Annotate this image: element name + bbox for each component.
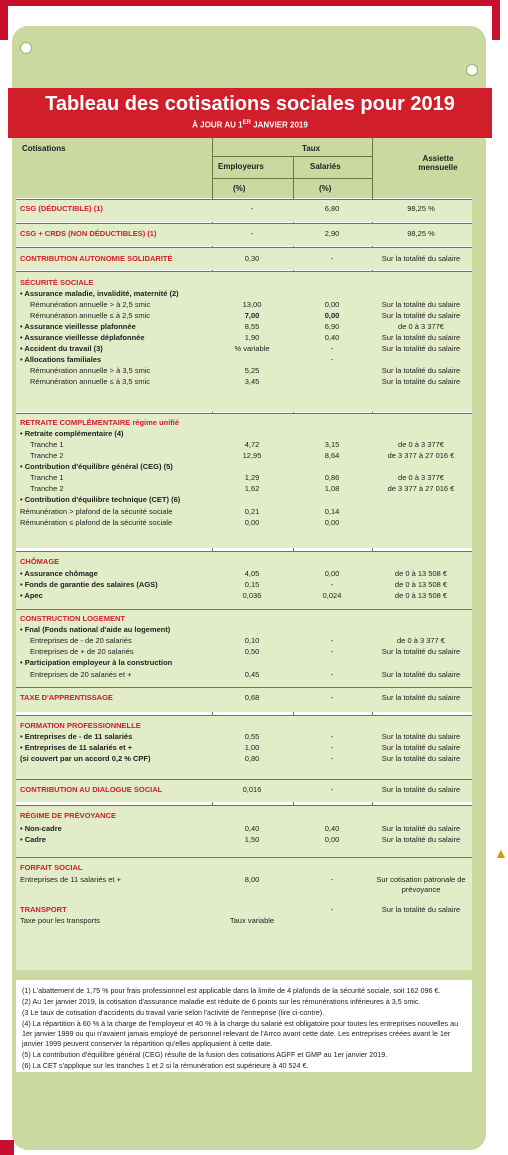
row-label: (si couvert par un accord 0,2 % CPF): [20, 754, 151, 763]
section-divider: [16, 687, 472, 688]
row-label: • Contribution d'équilibre général (CEG) (5): [20, 462, 173, 471]
header-pct-salaries: (%): [319, 184, 332, 193]
header-assiette: Assiette mensuelle: [418, 154, 458, 172]
employee-rate: -: [330, 875, 334, 884]
row-label: CONSTRUCTION LOGEMENT: [20, 614, 125, 623]
row-label: Rémunération annuelle ≤ à 3,5 smic: [30, 377, 151, 386]
employee-rate: 8,64: [324, 451, 340, 460]
row-label: • Assurance chômage: [20, 569, 98, 578]
employee-rate: -: [330, 647, 334, 656]
employer-rate: % variable: [234, 344, 270, 353]
row-label: • Accident du travail (3): [20, 344, 103, 353]
employee-rate: 6,80: [324, 204, 340, 213]
page-title: Tableau des cotisations sociales pour 2019: [45, 93, 455, 115]
employee-rate: 0,86: [324, 473, 340, 482]
employee-rate: -: [330, 693, 334, 702]
row-label: Rémunération annuelle ≤ à 2,5 smic: [30, 311, 151, 320]
monthly-base: de 0 à 3 377€: [398, 440, 444, 449]
employee-rate: 3,15: [324, 440, 340, 449]
row-label: • Contribution d'équilibre technique (CET) (6): [20, 495, 181, 504]
row-label: • Assurance maladie, invalidité, maternité (2): [20, 289, 179, 298]
row-label: RETRAITE COMPLÉMENTAIRE régime unifié: [20, 418, 180, 427]
employee-rate: -: [330, 636, 334, 645]
employer-rate: Taux variable: [229, 916, 275, 925]
title-banner: [8, 88, 492, 138]
monthly-base: Sur la totalité du salaire: [381, 905, 461, 914]
employer-rate: 0,45: [244, 670, 260, 679]
clipboard-hole-right: [466, 64, 478, 76]
row-label: Rémunération > plafond de la sécurité sociale: [20, 507, 173, 516]
employer-rate: 0,50: [244, 647, 260, 656]
monthly-base: Sur la totalité du salaire: [381, 300, 461, 309]
section-divider: [16, 715, 472, 716]
contributions-table: [16, 138, 472, 970]
monthly-base: 98,25 %: [407, 204, 435, 213]
monthly-base: Sur la totalité du salaire: [381, 754, 461, 763]
header-pct-employeurs: (%): [233, 184, 246, 193]
employer-rate: 8,00: [244, 875, 260, 884]
row-label: TAXE D'APPRENTISSAGE: [20, 693, 113, 702]
side-mark: ▲: [494, 845, 508, 861]
section-divider: [16, 247, 472, 248]
employer-rate: 0,036: [242, 591, 262, 600]
monthly-base: Sur la totalité du salaire: [381, 670, 461, 679]
clipboard-hole-left: [20, 42, 32, 54]
footnote: (1) L'abattement de 1,75 % pour frais professionnel est applicable dans la limite de 4 plafonds de la sécurité sociale, soit 162 096 €.: [22, 986, 441, 995]
row-label: CONTRIBUTION AU DIALOGUE SOCIAL: [20, 785, 163, 794]
monthly-base: Sur la totalité du salaire: [381, 732, 461, 741]
section-divider: [16, 271, 472, 272]
monthly-base: Sur la totalité du salaire: [381, 377, 461, 386]
employer-rate: 0,00: [244, 518, 260, 527]
section-divider: [16, 223, 472, 224]
monthly-base: Sur cotisation patronale de prévoyance: [376, 875, 466, 894]
employer-rate: 0,30: [244, 254, 260, 263]
section-divider: [16, 857, 472, 858]
employee-rate: -: [330, 905, 334, 914]
row-label: • Participation employeur à la construction: [20, 658, 173, 667]
employee-rate: 1,08: [324, 484, 340, 493]
row-label: RÉGIME DE PRÉVOYANCE: [20, 811, 116, 820]
employer-rate: -: [250, 229, 254, 238]
employee-rate: -: [330, 355, 334, 364]
employee-rate: 0,024: [322, 591, 342, 600]
clipboard-bottom-corner: [0, 1140, 14, 1155]
row-label: • Assurance vieillesse plafonnée: [20, 322, 136, 331]
employee-rate: 0,40: [324, 333, 340, 342]
table-header: [16, 138, 472, 198]
row-label: • Fonds de garantie des salaires (AGS): [20, 580, 158, 589]
monthly-base: Sur la totalité du salaire: [381, 693, 461, 702]
monthly-base: Sur la totalité du salaire: [381, 785, 461, 794]
employee-rate: 0,00: [324, 300, 340, 309]
header-cotisations: Cotisations: [22, 144, 66, 153]
employer-rate: 8,55: [244, 322, 260, 331]
row-label: • Allocations familiales: [20, 355, 102, 364]
employee-rate: 0,00: [324, 569, 340, 578]
footnote: (2) Au 1er janvier 2019, la cotisation d'assurance maladie est réduite de 6 points sur les rémunérations inférieures à 3,5 smic.: [22, 997, 421, 1006]
footnote: (3 Le taux de cotisation d'accidents du travail varie selon l'activité de l'entreprise (lire ci-contre).: [22, 1008, 325, 1017]
page-subtitle: À JOUR AU 1ER JANVIER 2019: [192, 120, 308, 130]
footnote: (5) La contribution d'équilibre général (CEG) résulte de la fusion des cotisations AGFF et GMP au 1er janvier 2019.: [22, 1050, 388, 1059]
monthly-base: Sur la totalité du salaire: [381, 311, 461, 320]
section-divider: [16, 199, 472, 200]
employee-rate: -: [330, 580, 334, 589]
row-label: • Entreprises de - de 11 salariés: [20, 732, 133, 741]
section-divider: [16, 779, 472, 780]
employee-rate: -: [330, 743, 334, 752]
row-label: CSG + CRDS (NON DÉDUCTIBLES) (1): [20, 229, 157, 238]
employer-rate: 1,29: [244, 473, 260, 482]
monthly-base: de 0 à 3 377 €: [397, 636, 445, 645]
row-label: Tranche 1: [30, 440, 64, 449]
section-divider: [16, 609, 472, 610]
row-label: CSG (DÉDUCTIBLE) (1): [20, 204, 103, 213]
row-label: Taxe pour les transports: [20, 916, 101, 925]
monthly-base: Sur la totalité du salaire: [381, 824, 461, 833]
row-label: Tranche 1: [30, 473, 64, 482]
monthly-base: 98,25 %: [407, 229, 435, 238]
employer-rate: 1,62: [244, 484, 260, 493]
employer-rate: 0,10: [244, 636, 260, 645]
employee-rate: -: [330, 344, 334, 353]
employer-rate: 0,15: [244, 580, 260, 589]
employer-rate: 1,00: [244, 743, 260, 752]
row-label: Rémunération annuelle > à 2,5 smic: [30, 300, 151, 309]
employee-rate: 0,00: [324, 835, 340, 844]
row-label: TRANSPORT: [20, 905, 67, 914]
section-divider: [16, 413, 472, 414]
employee-rate: 0,00: [324, 311, 340, 320]
monthly-base: de 3 377 à 27 016 €: [387, 451, 455, 460]
monthly-base: Sur la totalité du salaire: [381, 366, 461, 375]
clipboard-left-corner: [0, 6, 8, 40]
monthly-base: de 0 à 3 377€: [398, 322, 444, 331]
monthly-base: de 3 377 à 27 016 €: [387, 484, 455, 493]
header-divider: [212, 156, 372, 157]
employee-rate: 0,00: [324, 518, 340, 527]
row-label: FORFAIT SOCIAL: [20, 863, 83, 872]
employer-rate: 1,90: [244, 333, 260, 342]
row-label: • Cadre: [20, 835, 46, 844]
monthly-base: Sur la totalité du salaire: [381, 835, 461, 844]
employee-rate: -: [330, 785, 334, 794]
monthly-base: de 0 à 13 508 €: [394, 569, 448, 578]
row-label: Entreprises de 11 salariés et +: [20, 875, 121, 884]
monthly-base: Sur la totalité du salaire: [381, 743, 461, 752]
monthly-base: Sur la totalité du salaire: [381, 333, 461, 342]
row-label: • Apec: [20, 591, 43, 600]
row-label: • Retraite complémentaire (4): [20, 429, 124, 438]
row-label: Entreprises de - de 20 salariés: [30, 636, 132, 645]
employee-rate: -: [330, 670, 334, 679]
employee-rate: -: [330, 732, 334, 741]
monthly-base: Sur la totalité du salaire: [381, 254, 461, 263]
employer-rate: 0,80: [244, 754, 260, 763]
footnotes: [16, 980, 472, 1072]
employer-rate: 0,40: [244, 824, 260, 833]
header-employeurs: Employeurs: [218, 162, 264, 171]
row-label: • Non-cadre: [20, 824, 62, 833]
employer-rate: 4,05: [244, 569, 260, 578]
monthly-base: de 0 à 13 508 €: [394, 580, 448, 589]
row-label: • Fnal (Fonds national d'aide au logement): [20, 625, 171, 634]
clipboard-right-corner: [492, 6, 500, 40]
employee-rate: 6,90: [324, 322, 340, 331]
employer-rate: 0,55: [244, 732, 260, 741]
section-divider: [16, 551, 472, 552]
employer-rate: 0,016: [242, 785, 262, 794]
row-label: SÉCURITÉ SOCIALE: [20, 278, 94, 287]
employer-rate: 0,21: [244, 507, 260, 516]
footnote: (6) La CET s'applique sur les tranches 1 et 2 si la rémunération est supérieure à 40 524 €.: [22, 1061, 309, 1070]
monthly-base: Sur la totalité du salaire: [381, 647, 461, 656]
row-label: Rémunération annuelle > à 3,5 smic: [30, 366, 151, 375]
employer-rate: -: [250, 204, 254, 213]
employee-rate: 0,14: [324, 507, 340, 516]
row-label: Entreprises de + de 20 salariés: [30, 647, 134, 656]
employer-rate: 3,45: [244, 377, 260, 386]
row-label: Entreprises de 20 salariés et +: [30, 670, 132, 679]
row-label: Tranche 2: [30, 484, 64, 493]
header-taux: Taux: [302, 144, 321, 153]
monthly-base: de 0 à 13 508 €: [394, 591, 448, 600]
employee-rate: 0,40: [324, 824, 340, 833]
header-salaries: Salariés: [310, 162, 341, 171]
clipboard-top-bar: [0, 0, 500, 6]
monthly-base: de 0 à 3 377€: [398, 473, 444, 482]
row-label: • Entreprises de 11 salariés et +: [20, 743, 133, 752]
employee-rate: -: [330, 254, 334, 263]
employer-rate: 13,00: [242, 300, 262, 309]
footnote: (4) La répartition à 60 % à la charge de l'employeur et 40 % à la charge du salarié est obligatoire pour toutes les entreprises nouvelles au 1er janvier 1999 ou qui n'avaient jamais employé de personnel relevant de l'Arrco avant cette date. Les entreprises créées avant le 1er janvier 1999 peuvent conserver la répartition qu'elles appliquaient à cette date.: [22, 1019, 459, 1048]
employee-rate: 2,90: [324, 229, 340, 238]
employer-rate: 5,25: [244, 366, 260, 375]
row-label: CONTRIBUTION AUTONOMIE SOLIDARITÉ: [20, 254, 173, 263]
section-divider: [16, 805, 472, 806]
employer-rate: 12,95: [242, 451, 262, 460]
row-label: CHÔMAGE: [20, 557, 60, 566]
employer-rate: 7,00: [244, 311, 260, 320]
row-label: FORMATION PROFESSIONNELLE: [20, 721, 141, 730]
row-label: Tranche 2: [30, 451, 64, 460]
row-label: • Assurance vieillesse déplafonnée: [20, 333, 145, 342]
monthly-base: Sur la totalité du salaire: [381, 344, 461, 353]
employer-rate: 0,68: [244, 693, 260, 702]
employee-rate: -: [330, 754, 334, 763]
employer-rate: 1,50: [244, 835, 260, 844]
header-divider: [212, 178, 372, 179]
row-label: Rémunération ≤ plafond de la sécurité sociale: [20, 518, 173, 527]
employer-rate: 4,72: [244, 440, 260, 449]
